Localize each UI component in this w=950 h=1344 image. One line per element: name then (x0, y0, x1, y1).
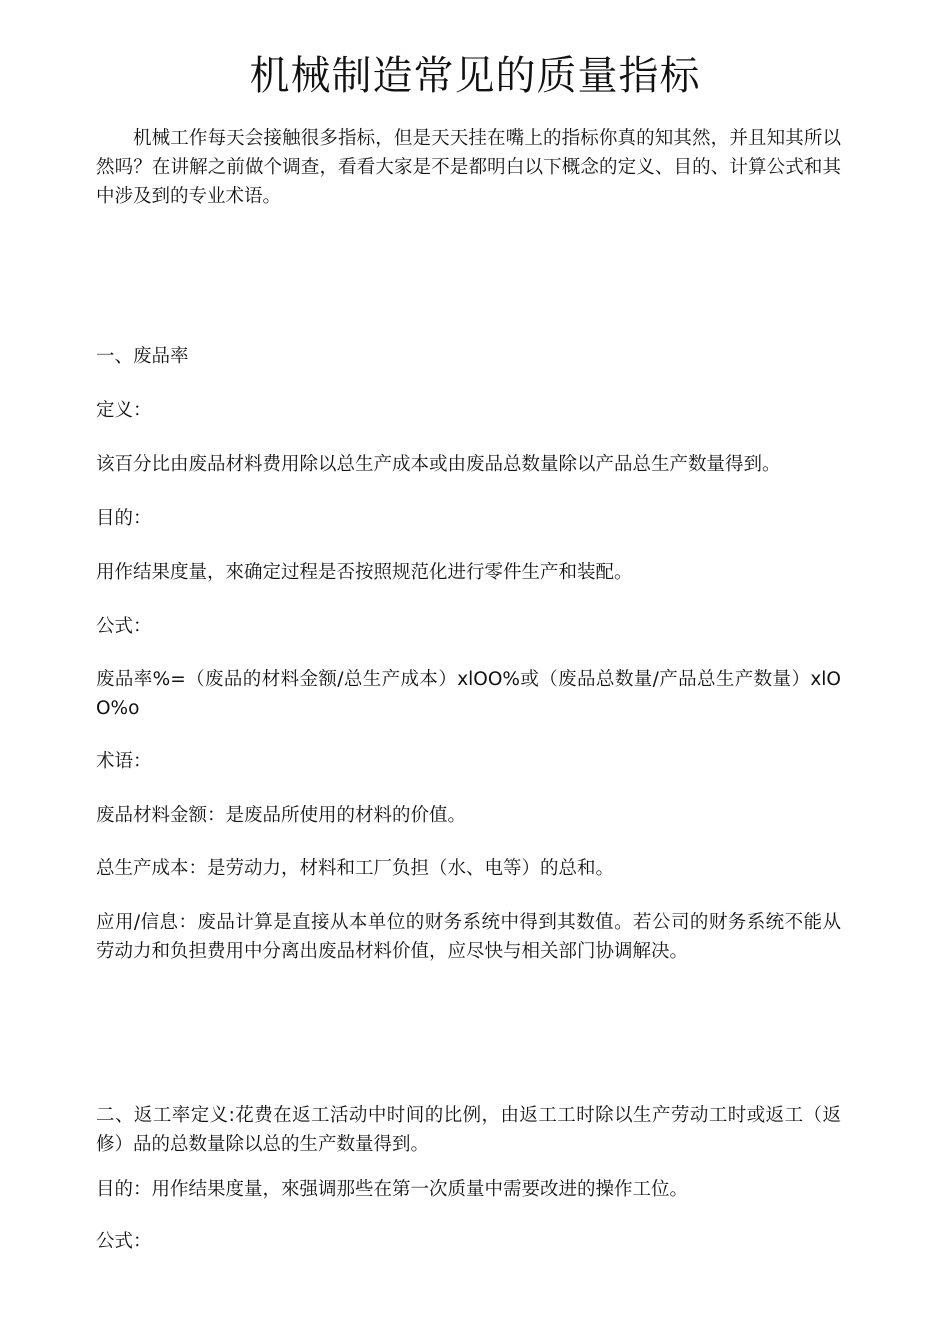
section2-purpose: 目的：用作结果度量，來强调那些在第一次质量中需要改进的操作工位。 (96, 1179, 689, 1200)
definition-label: 定义： (96, 400, 152, 421)
purpose-label: 目的： (96, 508, 152, 529)
definition-text: 该百分比由废品材料费用除以总生产成本或由废品总数量除以产品总生产数量得到。 (96, 454, 781, 475)
purpose-text: 用作结果度量，來确定过程是否按照规范化进行零件生产和装配。 (96, 562, 633, 583)
section2-formula-label: 公式： (96, 1231, 152, 1252)
section1-heading: 一、废品率 (96, 346, 189, 367)
term-total-production-cost: 总生产成本：是劳动力，材料和工厂负担（水、电等）的总和。 (96, 858, 615, 879)
intro-paragraph: 机械工作每天会接触很多指标，但是天天挂在嘴上的指标你真的知其然，并且知其所以然吗？在讲解之前做个调查，看看大家是不是都明白以下概念的定义、目的、计算公式和其中涉及到的专业术语。 (96, 128, 841, 207)
formula-text: 废品率%=（废品的材料金额/总生产成本）xlOO%或（废品总数量/产品总生产数量）xlOO%o (96, 669, 841, 719)
application-info: 应用/信息：废品计算是直接从本单位的财务系统中得到其数值。若公司的财务系统不能从劳动力和负担费用中分离出废品材料价值，应尽快与相关部门协调解决。 (96, 912, 841, 962)
formula-label: 公式： (96, 616, 152, 637)
term-scrap-material-value: 废品材料金额：是废品所使用的材料的价值。 (96, 805, 467, 826)
section2-heading-definition: 二、返工率定义:花费在返工活动中时间的比例，由返工工时除以生产劳动工时或返工（返修）品的总数量除以总的生产数量得到。 (96, 1105, 841, 1155)
document-title: 机械制造常见的质量指标 (249, 53, 701, 99)
terms-label: 术语： (96, 751, 152, 772)
